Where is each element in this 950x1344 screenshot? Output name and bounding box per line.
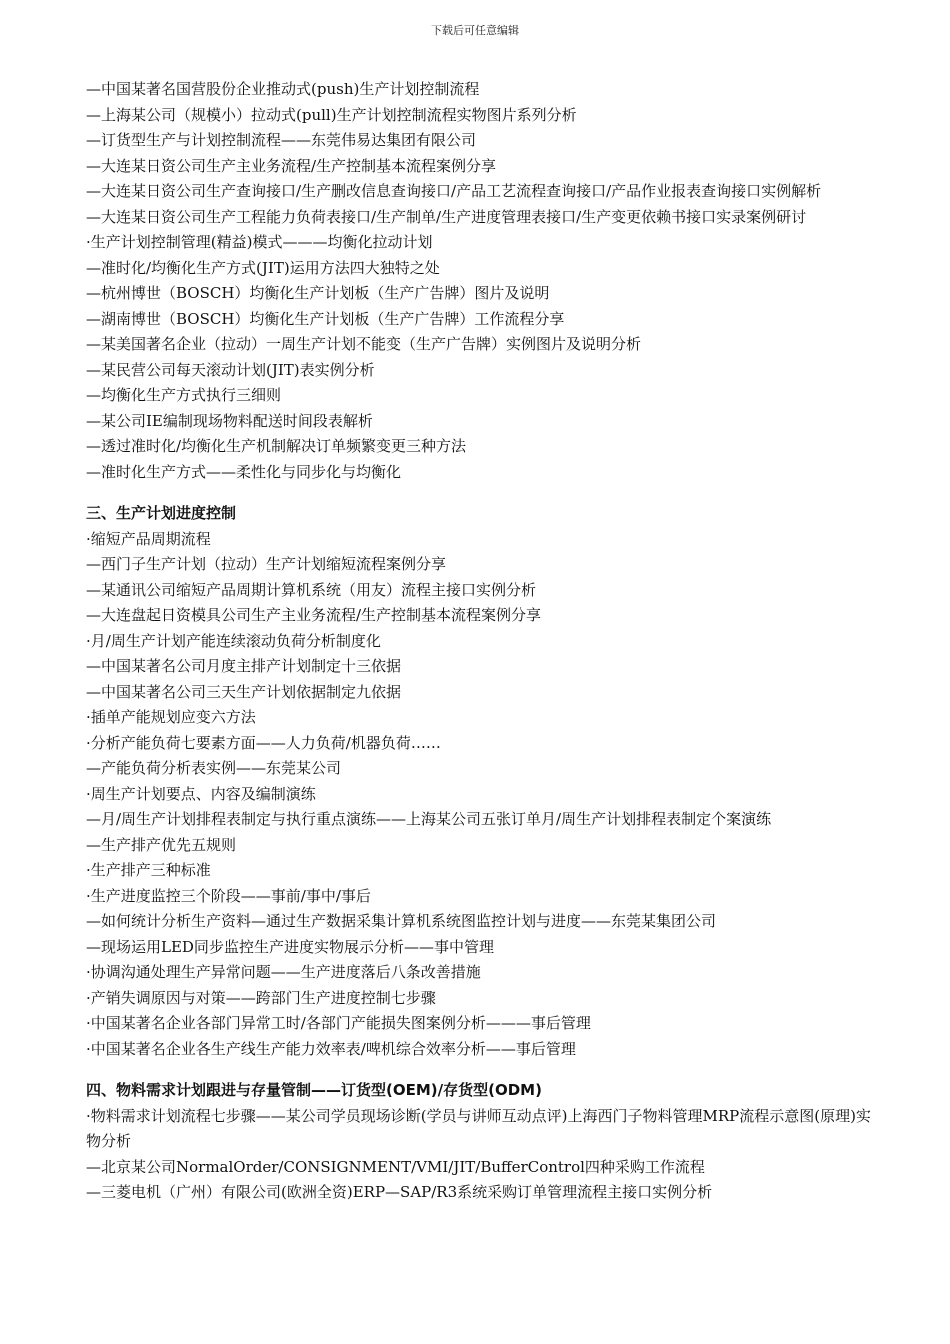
text-line: —准时化生产方式——柔性化与同步化与均衡化 (86, 462, 402, 481)
text-line: —西门子生产计划（拉动）生产计划缩短流程案例分享 (86, 555, 447, 573)
text-line: —北京某公司NormalOrder/CONSIGNMENT/VMI/JIT/BufferControl四种采购工作流程 (86, 1157, 705, 1176)
text-line: —湖南博世（BOSCH）均衡化生产计划板（生产广告牌）工作流程分享 (86, 309, 565, 328)
text-line: —月/周生产计划排程表制定与执行重点演练——上海某公司五张订单月/周生产计划排程表制定个案演练 (86, 810, 772, 828)
bullet-line: ·分析产能负荷七要素方面——人力负荷/机器负荷…… (86, 733, 441, 752)
text-line: —中国某著名国营股份企业推动式(push)生产计划控制流程 (86, 80, 480, 98)
section-heading: 四、物料需求计划跟进与存量管制——订货型(OEM)/存货型(ODM) (86, 1081, 542, 1099)
section-3 (86, 501, 876, 1062)
bullet-line: ·插单产能规划应变六方法 (86, 708, 256, 726)
bullet-line: ·周生产计划要点、内容及编制演练 (86, 784, 316, 803)
text-line: —某公司IE编制现场物料配送时间段表解析 (86, 411, 373, 430)
text-line: —生产排产优先五规则 (86, 835, 237, 854)
text-line: —订货型生产与计划控制流程——东莞伟易达集团有限公司 (86, 131, 477, 149)
text-line: —某民营公司每天滚动计划(JIT)表实例分析 (86, 360, 375, 379)
section-4 (86, 1078, 876, 1206)
bullet-line: ·中国某著名企业各部门异常工时/各部门产能损失图案例分析———事后管理 (86, 1014, 591, 1032)
bullet-line: ·缩短产品周期流程 (86, 529, 211, 548)
text-line: —杭州博世（BOSCH）均衡化生产计划板（生产广告牌）图片及说明 (86, 284, 550, 302)
bullet-line: ·中国某著名企业各生产线生产能力效率表/啤机综合效率分析——事后管理 (86, 1039, 576, 1058)
block-1 (86, 77, 876, 485)
text-line: —透过准时化/均衡化生产机制解决订单频繁变更三种方法 (86, 437, 467, 455)
text-line: —中国某著名公司月度主排产计划制定十三依据 (86, 657, 402, 675)
text-line: —现场运用LED同步监控生产进度实物展示分析——事中管理 (86, 937, 494, 956)
text-line: —准时化/均衡化生产方式(JIT)运用方法四大独特之处 (86, 258, 440, 277)
text-line: —三菱电机（广州）有限公司(欧洲全资)ERP—SAP/R3系统采购订单管理流程主接口实例分析 (86, 1183, 713, 1201)
bullet-line: ·生产计划控制管理(精益)模式———均衡化拉动计划 (86, 233, 433, 251)
text-line: —某通讯公司缩短产品周期计算机系统（用友）流程主接口实例分析 (86, 580, 537, 599)
bullet-line: ·月/周生产计划产能连续滚动负荷分析制度化 (86, 631, 381, 650)
text-line: —产能负荷分析表实例——东莞某公司 (86, 759, 342, 777)
document-body (86, 77, 876, 1206)
bullet-line: ·产销失调原因与对策——跨部门生产进度控制七步骤 (86, 988, 436, 1007)
text-line: —大连某日资公司生产主业务流程/生产控制基本流程案例分享 (86, 156, 497, 175)
text-line: —如何统计分析生产资料—通过生产数据采集计算机系统图监控计划与进度——东莞某集团公司 (86, 912, 717, 930)
section-heading: 三、生产计划进度控制 (86, 504, 237, 522)
text-line: —大连某日资公司生产查询接口/生产删改信息查询接口/产品工艺流程查询接口/产品作业报表查询接口实例解析 (86, 182, 822, 200)
text-line: —大连某日资公司生产工程能力负荷表接口/生产制单/生产进度管理表接口/生产变更依赖书接口实录案例研讨 (86, 207, 807, 226)
text-line: —某美国著名企业（拉动）一周生产计划不能变（生产广告牌）实例图片及说明分析 (86, 335, 642, 353)
bullet-line: ·生产排产三种标准 (86, 861, 211, 879)
page-header: 下载后可任意编辑 (431, 24, 519, 37)
bullet-line: ·协调沟通处理生产异常问题——生产进度落后八条改善措施 (86, 963, 481, 981)
text-line: —上海某公司（规模小）拉动式(pull)生产计划控制流程实物图片系列分析 (86, 105, 577, 124)
text-line: —大连盘起日资模具公司生产主业务流程/生产控制基本流程案例分享 (86, 606, 542, 624)
text-line: —中国某著名公司三天生产计划依据制定九依据 (86, 682, 402, 701)
text-line: —均衡化生产方式执行三细则 (86, 386, 282, 404)
bullet-line: ·物料需求计划流程七步骤——某公司学员现场诊断(学员与讲师互动点评)上海西门子物料管理MRP流程示意图(原理)实物分析 (86, 1106, 871, 1150)
bullet-line: ·生产进度监控三个阶段——事前/事中/事后 (86, 886, 371, 905)
